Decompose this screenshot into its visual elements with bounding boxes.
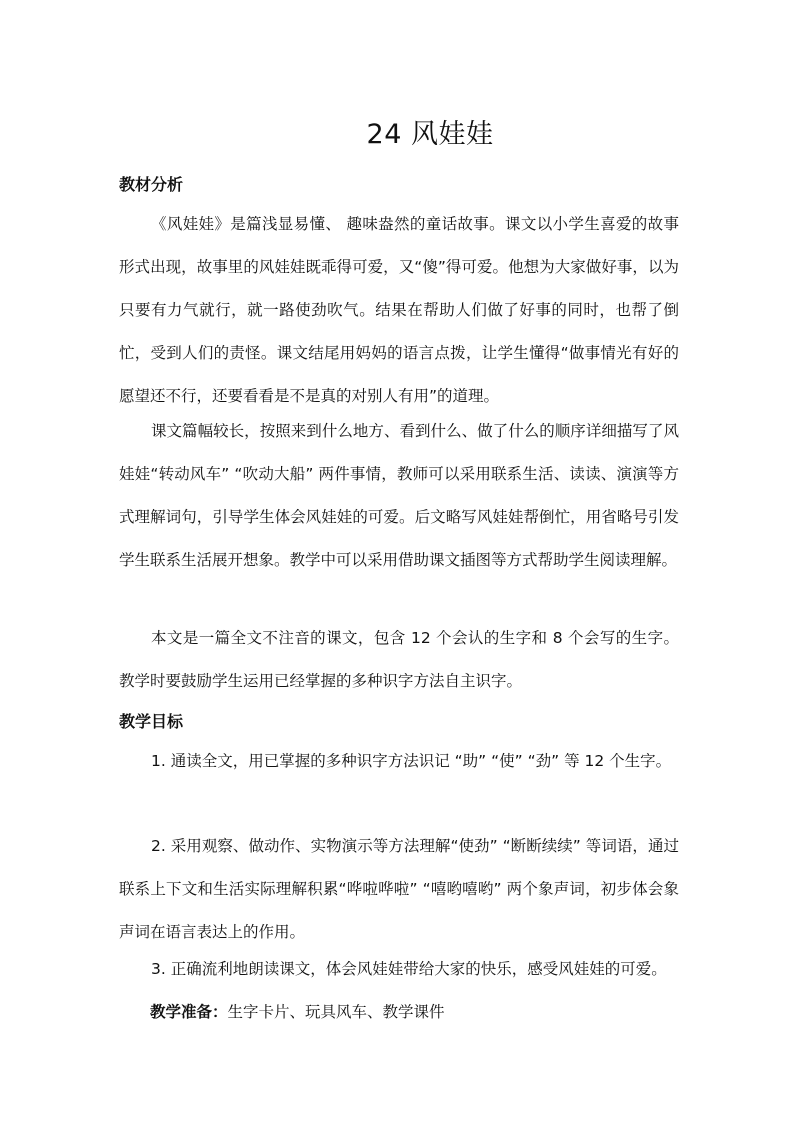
- section-heading-analysis: 教材分析: [119, 175, 184, 194]
- section-heading-goals: 教学目标: [119, 712, 184, 731]
- teaching-prep-label: 教学准备：: [150, 1003, 228, 1021]
- page-title: 24 风娃娃: [366, 119, 494, 150]
- goal-item-1: 1. 通读全文，用已掌握的多种识字方法识记 “助” “使” “劲” 等 12 个生字。: [151, 752, 672, 770]
- teaching-prep: [150, 999, 445, 1025]
- analysis-paragraph-2: 课文篇幅较长，按照来到什么地方、看到什么、做了什么的顺序详细描写了风娃娃“转动风车” “吹动大船” 两件事情，教师可以采用联系生活、读读、演演等方式理解词句，引导学生体会风娃娃的可爱。后文略写风娃娃帮倒忙，用省略号引发学生联系生活展开想象。教学中可以采用借助课文插图等方式帮助学生阅读理解。: [119, 422, 679, 569]
- goal-item-2: 2. 采用观察、做动作、实物演示等方法理解“使劲” “断断续续” 等词语，通过联系上下文和生活实际理解积累“哗啦哗啦” “嘻哟嘻哟” 两个象声词，初步体会象声词在语言表达上的作用。: [119, 837, 679, 941]
- goal-item-3: 3. 正确流利地朗读课文，体会风娃娃带给大家的快乐，感受风娃娃的可爱。: [151, 960, 667, 978]
- analysis-paragraph-3: 本文是一篇全文不注音的课文，包含 12 个会认的生字和 8 个会写的生字。教学时要鼓励学生运用已经掌握的多种识字方法自主识字。: [119, 629, 679, 690]
- analysis-paragraph-1: 《风娃娃》是篇浅显易懂、 趣味盎然的童话故事。课文以小学生喜爱的故事形式出现，故事里的风娃娃既乖得可爱，又“傻”得可爱。他想为大家做好事，以为只要有力气就行，就一路使劲吹气。结果在帮助人们做了好事的同时，也帮了倒忙，受到人们的责怪。课文结尾用妈妈的语言点拨，让学生懂得“做事情光有好的愿望还不行，还要看看是不是真的对别人有用”的道理。: [119, 215, 679, 405]
- teaching-prep-text: 生字卡片、玩具风车、教学课件: [227, 1003, 445, 1021]
